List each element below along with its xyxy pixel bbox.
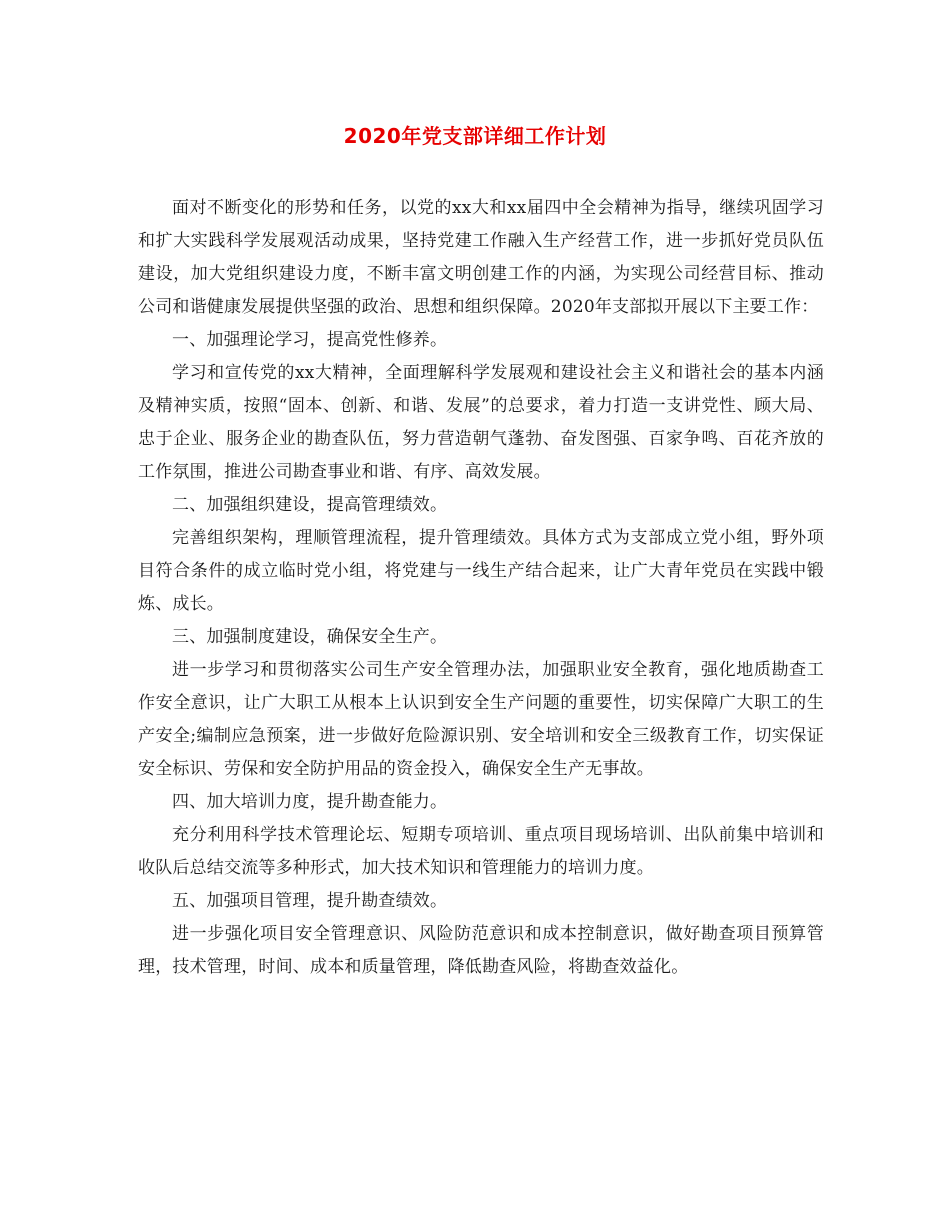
- section-heading-5: 五、加强项目管理，提升勘查绩效。: [172, 891, 448, 911]
- document-title: 2020年党支部详细工作计划: [343, 124, 607, 148]
- section-body-4: 充分利用科学技术管理论坛、短期专项培训、重点项目现场培训、出队前集中培训和收队后总结交流等多种形式，加大技术知识和管理能力的培训力度。: [138, 825, 824, 878]
- section-heading-4: 四、加大培训力度，提升勘查能力。: [172, 792, 448, 812]
- section-heading-3: 三、加强制度建设，确保安全生产。: [172, 627, 448, 647]
- section-heading-1: 一、加强理论学习，提高党性修养。: [172, 330, 448, 350]
- section-body-5: 进一步强化项目安全管理意识、风险防范意识和成本控制意识，做好勘查项目预算管理，技术管理，时间、成本和质量管理，降低勘查风险，将勘查效益化。: [138, 924, 824, 977]
- intro-paragraph: 面对不断变化的形势和任务，以党的xx大和xx届四中全会精神为指导，继续巩固学习和扩大实践科学发展观活动成果，坚持党建工作融入生产经营工作，进一步抓好党员队伍建设，加大党组织建设力度，不断丰富文明创建工作的内涵，为实现公司经营目标、推动公司和谐健康发展提供坚强的政治、思想和组织保障。2020年支部拟开展以下主要工作：: [138, 198, 824, 317]
- section-body-1: 学习和宣传党的xx大精神，全面理解科学发展观和建设社会主义和谐社会的基本内涵及精神实质，按照“固本、创新、和谐、发展”的总要求，着力打造一支讲党性、顾大局、忠于企业、服务企业的勘查队伍，努力营造朝气蓬勃、奋发图强、百家争鸣、百花齐放的工作氛围，推进公司勘查事业和谐、有序、高效发展。: [138, 363, 824, 482]
- document-body: [138, 192, 824, 984]
- section-body-3: 进一步学习和贯彻落实公司生产安全管理办法，加强职业安全教育，强化地质勘查工作安全意识，让广大职工从根本上认识到安全生产问题的重要性，切实保障广大职工的生产安全;编制应急预案，进一步做好危险源识别、安全培训和安全三级教育工作，切实保证安全标识、劳保和安全防护用品的资金投入，确保安全生产无事故。: [138, 660, 824, 779]
- section-body-2: 完善组织架构，理顺管理流程，提升管理绩效。具体方式为支部成立党小组，野外项目符合条件的成立临时党小组，将党建与一线生产结合起来，让广大青年党员在实践中锻炼、成长。: [138, 528, 824, 614]
- section-heading-2: 二、加强组织建设，提高管理绩效。: [172, 495, 448, 515]
